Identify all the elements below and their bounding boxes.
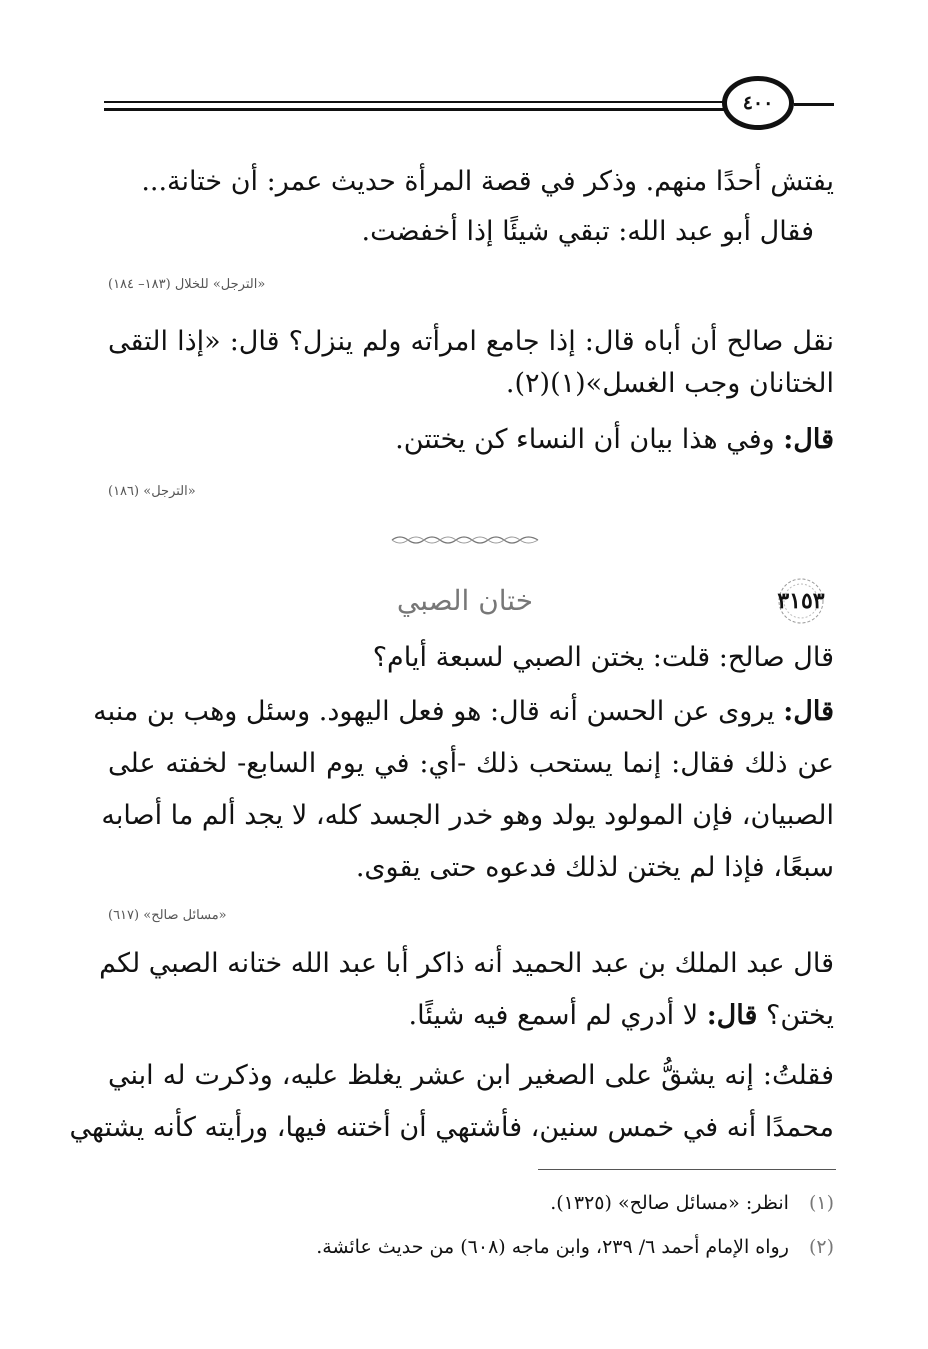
text-line: فقال أبو عبد الله: تبقي شيئًا إذا أخفضت.	[361, 216, 814, 247]
speaker-label: قال:	[783, 424, 834, 455]
text-line	[395, 420, 834, 460]
footnote-text: رواه الإمام أحمد ٦/ ٢٣٩، وابن ماجه (٦٠٨) من حديث عائشة.	[316, 1236, 789, 1258]
text-span: يروى عن الحسن أنه قال: هو فعل اليهود. وسئل وهب بن منبه	[93, 696, 775, 727]
text-span: يختن؟	[766, 1000, 834, 1031]
text-line: سبعًا، فإذا لم يختن لذلك فدعوه حتى يقوى.	[355, 852, 834, 883]
footnote-number: (١)	[808, 1192, 834, 1214]
source-citation: «الترجل» (١٨٦)	[108, 484, 196, 499]
text-span: لا أدري لم أسمع فيه شيئًا.	[408, 1000, 699, 1031]
speaker-label: قال:	[706, 1000, 758, 1031]
section-title: ختان الصبي	[396, 584, 534, 617]
text-span: وفي هذا بيان أن النساء كن يختتن.	[395, 424, 775, 455]
section-number: ٣١٥٣	[777, 588, 825, 614]
text-line: قال صالح: قلت: يختن الصبي لسبعة أيام؟	[372, 642, 834, 673]
footnote-number: (٢)	[808, 1236, 834, 1258]
text-line: عن ذلك فقال: إنما يستحب ذلك -أي: في يوم السابع- لخفته على	[108, 748, 834, 779]
section-number-badge	[770, 576, 832, 626]
text-line: نقل صالح أن أباه قال: إذا جامع امرأته ولم ينزل؟ قال: «إذا التقى	[108, 326, 834, 357]
header-rule-bottom	[104, 108, 724, 111]
footnote	[316, 1236, 834, 1258]
text-line: الصبيان، فإن المولود يولد وهو خدر الجسد كله، لا يجد ألم ما أصابه	[101, 800, 834, 831]
footnote	[550, 1192, 834, 1214]
page-number: ٤٠٠	[722, 76, 794, 130]
ornament-divider	[390, 534, 540, 546]
footnote-text: انظر: «مسائل صالح» (١٣٢٥).	[550, 1192, 789, 1214]
text-line	[409, 996, 834, 1036]
source-citation: «الترجل» للخلال (١٨٣– ١٨٤)	[108, 277, 266, 292]
text-line: يفتش أحدًا منهم. وذكر في قصة المرأة حديث عمر: أن ختانة...	[141, 166, 834, 197]
text-line: قال عبد الملك بن عبد الحميد أنه ذاكر أبا عبد الله ختانه الصبي لكم	[99, 948, 834, 979]
text-line: الختانان وجب الغسل»(١)(٢).	[505, 368, 834, 399]
source-citation: «مسائل صالح» (٦١٧)	[108, 908, 227, 923]
text-line: فقلتُ: إنه يشقُّ على الصغير ابن عشر يغلظ عليه، وذكرت له ابني	[108, 1060, 834, 1091]
footnote-rule	[538, 1169, 836, 1170]
ornament-icon	[390, 534, 540, 546]
text-line: محمدًا أنه في خمس سنين، فأشتهي أن أختنه فيها، ورأيته كأنه يشتهي	[69, 1112, 834, 1143]
speaker-label: قال:	[783, 696, 834, 727]
header-rule-top	[104, 101, 724, 103]
text-line	[93, 692, 834, 732]
header-rule-right	[794, 103, 834, 106]
